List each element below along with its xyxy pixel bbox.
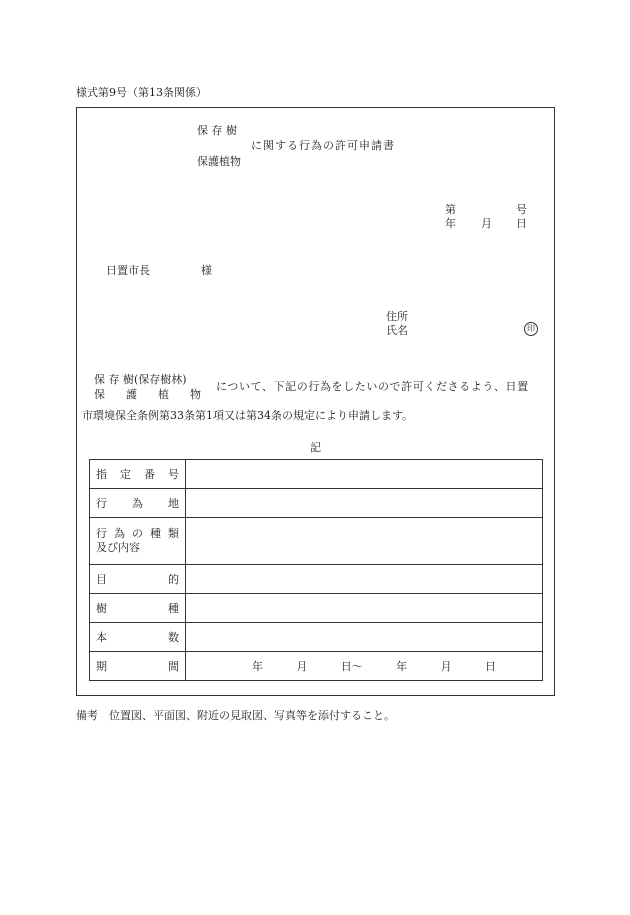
date-day: 日: [516, 217, 527, 230]
label-count: [90, 629, 185, 645]
label-char: 番: [144, 468, 155, 481]
body-char: 護: [126, 388, 137, 401]
seal-mark: 印: [524, 322, 538, 336]
period-day-start: 日〜: [340, 660, 363, 673]
period-day-end: 日: [484, 660, 496, 673]
label-species: [90, 600, 185, 616]
title-suffix: に関する行為の許可申請書: [251, 139, 395, 152]
table-row: [90, 594, 543, 623]
period-year-start: 年: [252, 660, 263, 673]
table-row: [90, 460, 543, 489]
value-species[interactable]: [186, 594, 543, 623]
title-line2: 保護植物: [197, 155, 241, 168]
label-char: 定: [120, 468, 131, 481]
table-row: [90, 489, 543, 518]
label-char: 目: [96, 573, 107, 586]
value-designation-number[interactable]: [186, 460, 543, 489]
label-char: 為: [132, 497, 143, 510]
label-char: 為: [114, 527, 125, 540]
body-char: 物: [190, 388, 201, 401]
date-year: 年: [445, 217, 456, 230]
period-year-end: 年: [396, 660, 408, 673]
label-line2: 及び内容: [96, 541, 140, 554]
label-char: 樹: [96, 602, 107, 615]
value-period[interactable]: [186, 652, 543, 681]
body-line1-bottom: [94, 388, 201, 402]
label-char: 種: [168, 602, 179, 615]
body-char: 植: [158, 388, 169, 401]
table-row: [90, 623, 543, 652]
title-line1: 保 存 樹: [197, 124, 237, 137]
addressee-name: 日置市長: [106, 264, 150, 277]
label-period: [90, 658, 185, 674]
label-char: 類: [168, 527, 179, 540]
body-line2-text: 市環境保全条例第33条第1項又は第34条の規定により申請します。: [82, 409, 414, 422]
label-char: 号: [168, 468, 179, 481]
table-row: [90, 652, 543, 681]
value-action-site[interactable]: [186, 489, 543, 518]
label-char: 間: [168, 660, 179, 673]
value-action-type[interactable]: [186, 518, 543, 565]
name-label: 氏名: [386, 324, 408, 337]
value-count[interactable]: [186, 623, 543, 652]
table-row: [90, 565, 543, 594]
date-month: 月: [481, 217, 492, 230]
label-char: 指: [96, 468, 107, 481]
label-action-site: [90, 495, 185, 511]
table-row: [90, 518, 543, 565]
detail-table: [89, 459, 543, 681]
label-purpose: [90, 571, 185, 587]
period-month-start: 月: [296, 660, 308, 673]
body-char: 保: [94, 388, 105, 401]
addressee-honorific: 様: [201, 264, 212, 277]
form-id: 様式第9号（第13条関係）: [76, 86, 207, 99]
label-char: 種: [150, 527, 161, 540]
ki-heading: 記: [310, 441, 321, 454]
address-label: 住所: [386, 310, 408, 323]
value-purpose[interactable]: [186, 565, 543, 594]
label-char: 期: [96, 660, 107, 673]
body-line1-text: について、下記の行為をしたいので許可くださるよう、日置: [216, 380, 529, 393]
number-dai: 第: [445, 203, 456, 216]
label-char: の: [132, 527, 143, 540]
label-designation-number: [90, 466, 185, 482]
label-char: 行: [96, 497, 107, 510]
remarks: 備考 位置図、平面図、附近の見取図、写真等を添付すること。: [76, 709, 395, 722]
label-char: 的: [168, 573, 179, 586]
label-char: 地: [168, 497, 179, 510]
body-line1-top: 保 存 樹(保存樹林): [94, 373, 187, 386]
label-char: 本: [96, 631, 107, 644]
label-char: 行: [96, 527, 107, 540]
period-month-end: 月: [440, 660, 452, 673]
number-go: 号: [516, 203, 527, 216]
label-action-type: [90, 527, 185, 555]
label-char: 数: [168, 631, 179, 644]
